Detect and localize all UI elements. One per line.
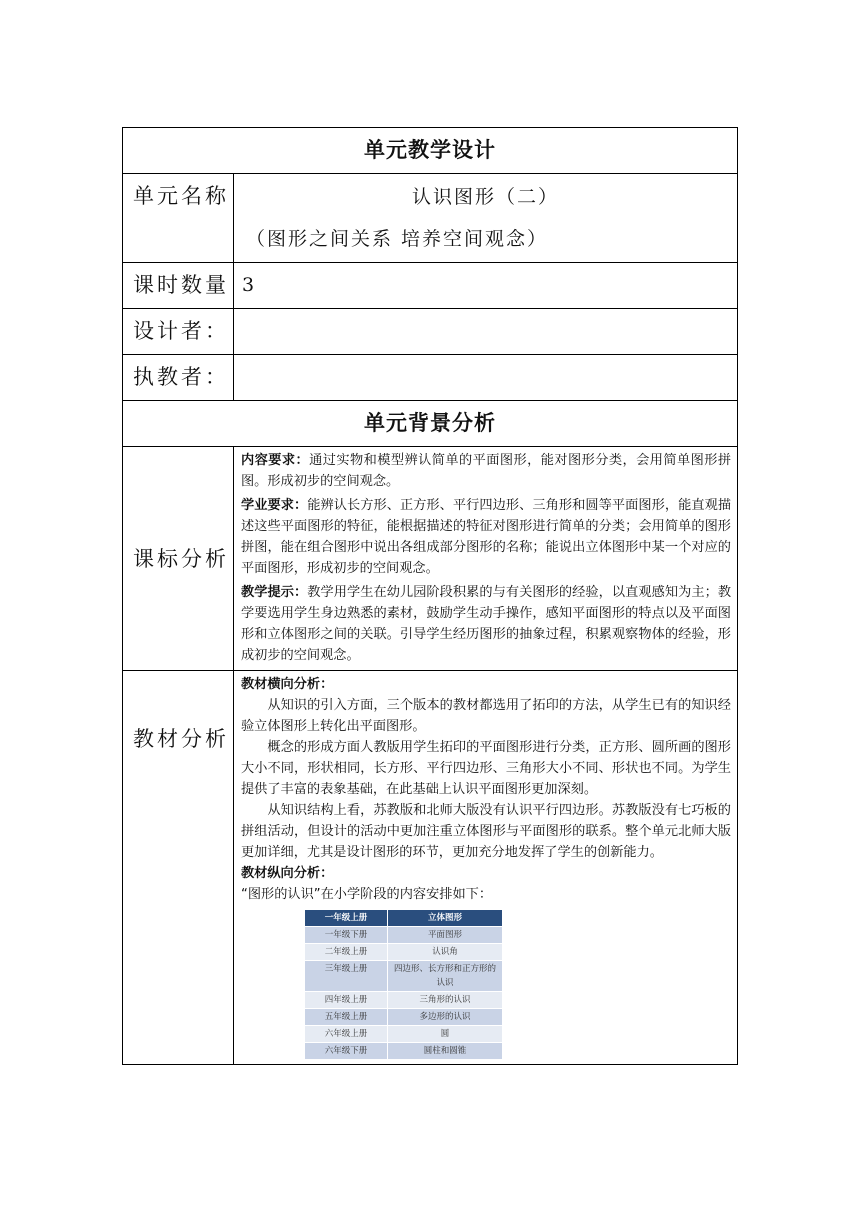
grade-content-table — [304, 909, 503, 1060]
grade-cell: 二年级上册 — [305, 944, 388, 961]
table-row — [305, 1043, 503, 1060]
unit-name-line2: （图形之间关系 培养空间观念） — [246, 228, 549, 250]
textbook-paragraph-2: 概念的形成方面人教版用学生拓印的平面图形进行分类，正方形、圆所画的图形大小不同，形状相同，长方形、平行四边形、三角形大小不同、形状也不同。为学生提供了丰富的表象基础，在此基础上认识平面图形更加深刻。 — [241, 740, 731, 797]
content-req-text: 通过实物和模型辨认简单的平面图形，能对图形分类，会用简单图形拼图。形成初步的空间观念。 — [241, 453, 732, 489]
design-document — [122, 127, 738, 1065]
unit-name-value — [234, 174, 738, 263]
teacher-label: 执教者： — [123, 355, 234, 401]
teaching-tip-text: 教学用学生在幼儿园阶段积累的与有关图形的经验，以直观感知为主；教学要选用学生身边熟悉的素材，鼓励学生动手操作，感知平面图形的特点以及平面图形和立体图形之间的关联。引导学生经历图形的抽象过程，积累观察物体的经验，形成初步的空间观念。 — [241, 585, 732, 663]
teacher-value — [234, 355, 738, 401]
topic-cell: 三角形的认识 — [388, 992, 503, 1009]
unit-design-table — [122, 127, 738, 1065]
unit-name-label: 单元名称 — [123, 174, 234, 263]
topic-cell: 圆 — [388, 1026, 503, 1043]
vertical-analysis-label: 教材纵向分析： — [241, 866, 334, 881]
vertical-analysis-intro: “图形的认识”在小学阶段的内容安排如下： — [241, 887, 493, 902]
topic-cell: 四边形、长方形和正方形的认识 — [388, 961, 503, 992]
textbook-paragraph-3: 从知识结构上看，苏教版和北师大版没有认识平行四边形。苏教版没有七巧板的拼组活动，但设计的活动中更加注重立体图形与平面图形的联系。整个单元北师大版更加详细，尤其是设计图形的环节，更加充分地发挥了学生的创新能力。 — [241, 803, 731, 860]
grade-cell: 五年级上册 — [305, 1009, 388, 1026]
designer-value — [234, 309, 738, 355]
topic-cell: 认识角 — [388, 944, 503, 961]
table-row — [305, 992, 503, 1009]
table-row — [305, 1026, 503, 1043]
designer-label: 设计者： — [123, 309, 234, 355]
table-row — [305, 927, 503, 944]
topic-cell: 多边形的认识 — [388, 1009, 503, 1026]
lesson-count-value: 3 — [234, 263, 738, 309]
topic-cell: 圆柱和圆锥 — [388, 1043, 503, 1060]
curriculum-content — [234, 447, 738, 671]
table-row — [305, 961, 503, 992]
grade-cell: 一年级下册 — [305, 927, 388, 944]
grade-table-header — [305, 910, 503, 927]
textbook-label: 教材分析 — [123, 671, 234, 1065]
topic-header-cell: 立体图形 — [388, 910, 503, 927]
lesson-count-label: 课时数量 — [123, 263, 234, 309]
grade-cell: 四年级上册 — [305, 992, 388, 1009]
textbook-paragraph-1: 从知识的引入方面，三个版本的教材都选用了拓印的方法，从学生已有的知识经验立体图形上转化出平面图形。 — [241, 698, 731, 734]
grade-cell: 三年级上册 — [305, 961, 388, 992]
table-row — [305, 1009, 503, 1026]
horizontal-analysis-label: 教材横向分析： — [241, 677, 334, 692]
topic-cell: 平面图形 — [388, 927, 503, 944]
grade-header-cell: 一年级上册 — [305, 910, 388, 927]
textbook-content — [234, 671, 738, 1065]
teaching-tip-label: 教学提示： — [241, 585, 308, 600]
curriculum-label: 课标分析 — [123, 447, 234, 671]
academic-req-label: 学业要求： — [241, 498, 308, 513]
grade-cell: 六年级上册 — [305, 1026, 388, 1043]
academic-req-text: 能辨认长方形、正方形、平行四边形、三角形和圆等平面图形，能直观描述这些平面图形的特征，能根据描述的特征对图形进行简单的分类；会用简单的图形拼图，能在组合图形中说出各组成部分图形的名称；能说出立体图形中某一个对应的平面图形，形成初步的空间观念。 — [241, 498, 732, 576]
grade-cell: 六年级下册 — [305, 1043, 388, 1060]
background-heading: 单元背景分析 — [123, 401, 738, 447]
unit-name-line1: 认识图形（二） — [411, 186, 559, 208]
document-title: 单元教学设计 — [123, 128, 738, 174]
table-row — [305, 944, 503, 961]
content-req-label: 内容要求： — [241, 453, 310, 468]
